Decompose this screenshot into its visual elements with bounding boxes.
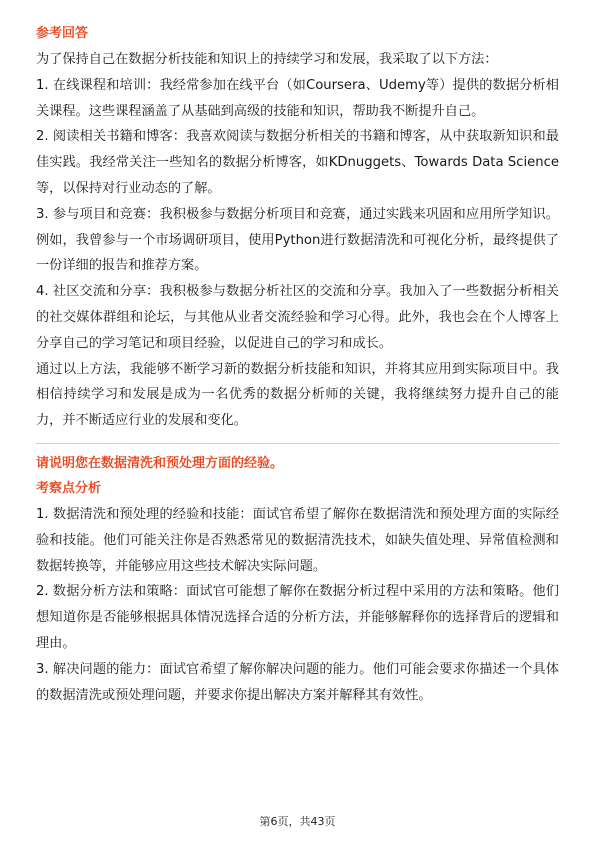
answer-heading: 参考回答 xyxy=(36,26,89,41)
analysis-item-2: 2. 数据分析方法和策略：面试官可能想了解你在数据分析过程中采用的方法和策略。他们想知道你是否能够根据具体情况选择合适的分析方法，并能够解释你的选择背后的逻辑和理由。 xyxy=(36,584,559,651)
answer-item-1: 1. 在线课程和培训：我经常参加在线平台（如Coursera、Udemy等）提供的数据分析相关课程。这些课程涵盖了从基础到高级的技能和知识，帮助我不断提升自己。 xyxy=(36,77,559,119)
answer-item-2: 2. 阅读相关书籍和博客：我喜欢阅读与数据分析相关的书籍和博客，从中获取新知识和最佳实践。我经常关注一些知名的数据分析博客，如KDnuggets、Towards Data Science等，以保持对行业动态的了解。 xyxy=(36,129,559,196)
answer-conclusion: 通过以上方法，我能够不断学习新的数据分析技能和知识，并将其应用到实际项目中。我相信持续学习和发展是成为一名优秀的数据分析师的关键，我将继续努力提升自己的能力，并不断适应行业的发展和变化。 xyxy=(36,361,559,429)
answer-item-3: 3. 参与项目和竞赛：我积极参与数据分析项目和竞赛，通过实践来巩固和应用所学知识。例如，我曾参与一个市场调研项目，使用Python进行数据清洗和可视化分析，最终提供了一份详细的报告和推荐方案。 xyxy=(36,206,559,274)
document-page xyxy=(36,24,559,708)
question-title: 请说明您在数据清洗和预处理方面的经验。 xyxy=(36,455,284,471)
analysis-item-3: 3. 解决问题的能力：面试官希望了解你解决问题的能力。他们可能会要求你描述一个具体的数据清洗或预处理问题，并要求你提出解决方案并解释其有效性。 xyxy=(36,661,559,703)
answer-item-4: 4. 社区交流和分享：我积极参与数据分析社区的交流和分享。我加入了一些数据分析相关的社交媒体群组和论坛，与其他从业者交流经验和学习心得。此外，我也会在个人博客上分享自己的学习笔记和项目经验，以促进自己的学习和成长。 xyxy=(36,284,559,351)
answer-intro: 为了保持自己在数据分析技能和知识上的持续学习和发展，我采取了以下方法： xyxy=(36,52,498,67)
analysis-heading: 考察点分析 xyxy=(36,480,102,496)
analysis-item-1: 1. 数据清洗和预处理的经验和技能：面试官希望了解你在数据清洗和预处理方面的实际经验和技能。他们可能关注你是否熟悉常见的数据清洗技术，如缺失值处理、异常值检测和数据转换等，并能够应用这些技术解决实际问题。 xyxy=(36,506,559,574)
section-divider xyxy=(36,443,559,444)
page-footer: 第6页，共43页 xyxy=(259,815,336,828)
